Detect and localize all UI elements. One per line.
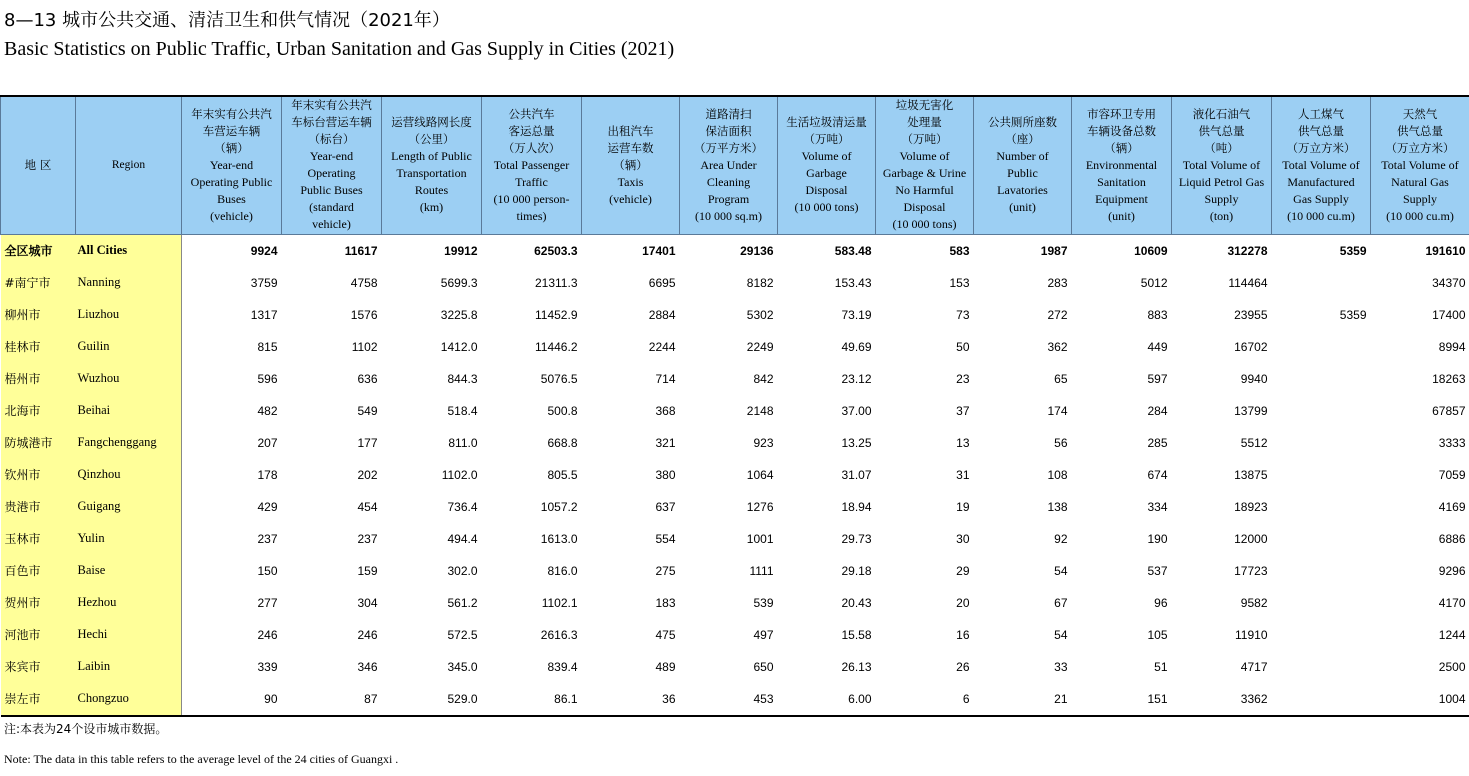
table-cell: 6.00	[848, 691, 872, 706]
table-cell: 674	[1147, 467, 1168, 482]
column-header	[1072, 96, 1172, 234]
table-cell: 2616.3	[540, 627, 578, 642]
table-cell: 33	[1054, 659, 1068, 674]
table-cell: 21311.3	[535, 275, 578, 290]
table-cell: 429	[257, 499, 278, 514]
table-cell: 883	[1147, 307, 1168, 322]
column-header	[778, 96, 876, 234]
region-name-english: Liuzhou	[76, 299, 182, 331]
table-cell: 190	[1147, 531, 1168, 546]
table-cell: 3225.8	[440, 307, 478, 322]
table-row	[1, 555, 1469, 587]
table-cell: 1276	[746, 499, 774, 514]
region-name-chinese: 崇左市	[1, 683, 76, 716]
region-name-chinese: 柳州市	[1, 299, 76, 331]
table-cell: 150	[257, 563, 278, 578]
table-title-chinese: 8—13 城市公共交通、清洁卫生和供气情况（2021年）	[4, 10, 450, 31]
table-cell: 1102.0	[441, 467, 478, 482]
table-row	[1, 523, 1469, 555]
table-cell: 18.94	[841, 499, 872, 514]
table-cell	[1272, 523, 1371, 555]
table-cell: 237	[257, 531, 278, 546]
table-cell: 17723	[1234, 563, 1268, 578]
table-row	[1, 587, 1469, 619]
table-cell: 3333	[1438, 435, 1466, 450]
table-cell: 1102	[351, 339, 378, 354]
table-row	[1, 491, 1469, 523]
table-cell: 5359	[1339, 243, 1367, 258]
region-name-chinese: 北海市	[1, 395, 76, 427]
table-cell: 26	[956, 659, 970, 674]
table-cell	[1272, 491, 1371, 523]
table-cell: 2884	[648, 307, 676, 322]
table-row	[1, 683, 1469, 716]
table-cell: 15.58	[841, 627, 872, 642]
table-cell: 16	[956, 627, 970, 642]
table-cell: 285	[1147, 435, 1168, 450]
table-cell: 923	[753, 435, 774, 450]
table-cell: 174	[1047, 403, 1068, 418]
region-name-english: Guilin	[76, 331, 182, 363]
table-cell: 207	[257, 435, 278, 450]
table-cell: 4169	[1438, 499, 1466, 514]
table-cell: 2249	[746, 339, 774, 354]
table-cell: 816.0	[547, 563, 578, 578]
column-header-english: Length of Public Transportation Routes (km)	[391, 149, 472, 215]
table-cell: 346	[357, 659, 378, 674]
table-cell: 1244	[1438, 627, 1466, 642]
column-header-chinese: 公共汽车 客运总量 （万人次）	[502, 106, 561, 155]
table-cell: 19912	[444, 243, 478, 258]
column-header	[1172, 96, 1272, 234]
table-cell: 54	[1054, 563, 1068, 578]
region-name-chinese: 钦州市	[1, 459, 76, 491]
table-cell	[1272, 267, 1371, 299]
table-cell: 380	[655, 467, 676, 482]
table-cell	[1272, 683, 1371, 716]
table-cell: 1576	[350, 307, 378, 322]
table-cell: 5012	[1140, 275, 1168, 290]
table-cell: 529.0	[447, 691, 478, 706]
column-header-chinese: 人工煤气 供气总量 （万立方米）	[1286, 106, 1356, 155]
table-cell: 636	[357, 371, 378, 386]
footnote-chinese: 注:本表为24个设市城市数据。	[4, 722, 168, 736]
region-name-english: Guigang	[76, 491, 182, 523]
column-header-chinese: 年末实有公共汽 车标台营运车辆 （标台）	[291, 98, 372, 147]
table-cell: 11452.9	[535, 307, 578, 322]
table-cell: 321	[655, 435, 676, 450]
table-row	[1, 299, 1469, 331]
table-cell: 2244	[648, 339, 676, 354]
column-header-english: Number of Public Lavatories (unit)	[996, 149, 1049, 215]
table-cell: 449	[1147, 339, 1168, 354]
region-header-chinese: 地 区	[1, 96, 76, 234]
table-cell: 714	[655, 371, 676, 386]
table-cell: 668.8	[547, 435, 578, 450]
table-cell	[1272, 587, 1371, 619]
table-cell: 3759	[250, 275, 278, 290]
table-cell: 3362	[1240, 691, 1268, 706]
table-cell: 26.13	[841, 659, 872, 674]
table-cell: 1317	[250, 307, 278, 322]
region-name-english: Nanning	[76, 267, 182, 299]
table-cell: 23	[956, 371, 970, 386]
table-cell: 453	[753, 691, 774, 706]
table-cell: 283	[1047, 275, 1068, 290]
table-cell: 23955	[1234, 307, 1268, 322]
table-cell: 6886	[1438, 531, 1466, 546]
table-cell: 1057.2	[540, 499, 578, 514]
table-cell: 114464	[1228, 275, 1268, 290]
table-cell: 345.0	[447, 659, 478, 674]
table-row	[1, 234, 1469, 267]
table-cell: 49.69	[841, 339, 872, 354]
table-cell: 183	[655, 595, 676, 610]
table-cell: 4758	[350, 275, 378, 290]
table-cell: 56	[1054, 435, 1068, 450]
table-cell: 37	[956, 403, 970, 418]
table-cell: 494.4	[447, 531, 478, 546]
table-cell: 304	[357, 595, 378, 610]
table-cell: 202	[357, 467, 378, 482]
region-name-english: Baise	[76, 555, 182, 587]
table-cell	[1272, 395, 1371, 427]
table-cell: 29136	[740, 243, 774, 258]
table-cell: 67857	[1432, 403, 1466, 418]
region-name-english: All Cities	[76, 234, 182, 267]
table-cell: 29	[956, 563, 970, 578]
table-cell: 246	[257, 627, 278, 642]
table-cell: 561.2	[447, 595, 478, 610]
column-header-english: Total Volume of Manufactured Gas Supply (10 000 cu.m)	[1282, 157, 1360, 223]
table-cell: 537	[1147, 563, 1168, 578]
table-cell: 368	[655, 403, 676, 418]
region-name-chinese: 防城港市	[1, 427, 76, 459]
table-cell: 9296	[1438, 563, 1466, 578]
region-name-chinese: 来宾市	[1, 651, 76, 683]
table-cell: 20.43	[841, 595, 872, 610]
table-header	[1, 96, 1469, 234]
column-header-english: Area Under Cleaning Program (10 000 sq.m)	[695, 157, 762, 223]
table-row	[1, 427, 1469, 459]
table-cell	[1272, 427, 1371, 459]
table-row	[1, 459, 1469, 491]
region-name-chinese: 贺州市	[1, 587, 76, 619]
table-cell: 9940	[1240, 371, 1268, 386]
table-cell: 842	[753, 371, 774, 386]
table-cell: 454	[357, 499, 378, 514]
region-name-english: Qinzhou	[76, 459, 182, 491]
table-cell: 13	[956, 435, 970, 450]
table-cell: 159	[357, 563, 378, 578]
column-header-chinese: 市容环卫专用 车辆设备总数 （辆）	[1087, 106, 1156, 155]
table-cell	[1272, 651, 1371, 683]
table-row	[1, 395, 1469, 427]
column-header-chinese: 天然气 供气总量 （万立方米）	[1385, 106, 1455, 155]
table-cell: 549	[357, 403, 378, 418]
region-name-chinese: 桂林市	[1, 331, 76, 363]
table-cell: 4717	[1240, 659, 1268, 674]
column-header-chinese: 运营线路网长度 （公里）	[391, 115, 472, 147]
table-cell: 482	[257, 403, 278, 418]
table-cell	[1272, 619, 1371, 651]
table-cell: 138	[1047, 499, 1068, 514]
column-header-chinese: 出租汽车 运营车数 （辆）	[607, 123, 654, 172]
region-name-english: Hechi	[76, 619, 182, 651]
table-cell: 11617	[344, 243, 378, 258]
table-cell: 108	[1047, 467, 1068, 482]
table-cell: 90	[264, 691, 278, 706]
table-cell: 6	[962, 691, 970, 706]
region-name-chinese: 梧州市	[1, 363, 76, 395]
table-cell: 275	[655, 563, 676, 578]
table-cell	[1272, 363, 1371, 395]
column-header	[382, 96, 482, 234]
table-cell: 191610	[1425, 243, 1466, 258]
table-cell: 8994	[1438, 339, 1466, 354]
table-cell: 36	[662, 691, 676, 706]
region-name-english: Laibin	[76, 651, 182, 683]
table-cell: 5512	[1240, 435, 1268, 450]
table-body	[1, 234, 1469, 716]
table-cell: 8182	[746, 275, 774, 290]
table-row	[1, 651, 1469, 683]
region-name-english: Fangchenggang	[76, 427, 182, 459]
table-cell: 12000	[1234, 531, 1268, 546]
column-header	[482, 96, 582, 234]
table-cell: 1987	[1040, 243, 1068, 258]
table-cell: 1613.0	[540, 531, 578, 546]
table-cell: 86.1	[554, 691, 578, 706]
table-title-english: Basic Statistics on Public Traffic, Urban Sanitation and Gas Supply in Cities (2021)	[4, 38, 675, 60]
table-cell: 312278	[1227, 243, 1268, 258]
table-cell: 73	[956, 307, 970, 322]
region-name-chinese: 玉林市	[1, 523, 76, 555]
column-header-chinese: 道路清扫 保洁面积 （万平方米）	[694, 106, 763, 155]
table-cell: 637	[655, 499, 676, 514]
region-name-english: Hezhou	[76, 587, 182, 619]
column-header-chinese: 年末实有公共汽 车营运车辆 （辆）	[191, 106, 272, 155]
table-cell: 31	[956, 467, 970, 482]
table-cell: 1412.0	[440, 339, 478, 354]
column-header	[582, 96, 680, 234]
table-cell: 272	[1047, 307, 1068, 322]
table-cell: 500.8	[547, 403, 578, 418]
table-cell: 362	[1047, 339, 1068, 354]
table-cell: 13799	[1234, 403, 1268, 418]
table-cell: 16702	[1234, 339, 1268, 354]
table-cell: 2500	[1438, 659, 1466, 674]
table-cell: 497	[753, 627, 774, 642]
table-cell: 151	[1147, 691, 1168, 706]
table-cell: 21	[1054, 691, 1068, 706]
table-cell: 178	[257, 467, 278, 482]
table-cell: 92	[1054, 531, 1068, 546]
table-cell: 37.00	[841, 403, 872, 418]
table-cell: 815	[257, 339, 278, 354]
table-cell: 10609	[1134, 243, 1168, 258]
table-cell	[1272, 459, 1371, 491]
table-row	[1, 363, 1469, 395]
table-cell: 50	[956, 339, 970, 354]
column-header-english: Volume of Garbage Disposal (10 000 tons)	[794, 149, 859, 215]
region-name-english: Wuzhou	[76, 363, 182, 395]
region-name-english: Beihai	[76, 395, 182, 427]
table-cell: 19	[956, 499, 970, 514]
table-cell: 153.43	[834, 275, 872, 290]
table-cell: 34370	[1432, 275, 1466, 290]
table-row	[1, 619, 1469, 651]
table-cell: 30	[956, 531, 970, 546]
column-header	[182, 96, 282, 234]
table-cell: 1004	[1438, 691, 1466, 706]
table-row	[1, 331, 1469, 363]
column-header	[282, 96, 382, 234]
table-cell: 246	[357, 627, 378, 642]
table-cell: 105	[1147, 627, 1168, 642]
column-header-english: Taxis (vehicle)	[609, 174, 652, 206]
statistics-table	[0, 95, 1469, 717]
table-cell: 7059	[1438, 467, 1466, 482]
table-cell: 844.3	[447, 371, 478, 386]
table-cell: 5359	[1339, 307, 1367, 322]
table-cell: 284	[1147, 403, 1168, 418]
table-cell: 20	[956, 595, 970, 610]
table-cell: 18923	[1234, 499, 1268, 514]
table-cell: 23.12	[841, 371, 872, 386]
column-header-english: Total Volume of Natural Gas Supply (10 000 cu.m)	[1381, 157, 1459, 223]
table-cell: 2148	[746, 403, 774, 418]
table-cell: 339	[257, 659, 278, 674]
table-cell: 736.4	[447, 499, 478, 514]
table-cell: 54	[1054, 627, 1068, 642]
column-header-chinese: 生活垃圾清运量 （万吨）	[786, 115, 867, 147]
region-name-chinese: 百色市	[1, 555, 76, 587]
table-cell: 302.0	[447, 563, 478, 578]
header-row	[1, 96, 1469, 234]
table-cell: 839.4	[547, 659, 578, 674]
region-name-english: Chongzuo	[76, 683, 182, 716]
table-cell: 5699.3	[440, 275, 478, 290]
column-header-english: Volume of Garbage & Urine No Harmful Disposal (10 000 tons)	[882, 149, 967, 232]
table-cell	[1272, 555, 1371, 587]
region-name-chinese: 贵港市	[1, 491, 76, 523]
table-cell: 539	[753, 595, 774, 610]
table-row	[1, 267, 1469, 299]
table-cell: 475	[655, 627, 676, 642]
table-cell: 597	[1147, 371, 1168, 386]
column-header	[974, 96, 1072, 234]
column-header	[680, 96, 778, 234]
table-cell: 518.4	[447, 403, 478, 418]
column-header-english: Year-end Operating Public Buses (standard vehicle)	[300, 149, 363, 232]
column-header	[1371, 96, 1469, 234]
table-cell: 73.19	[841, 307, 872, 322]
table-cell: 583	[949, 243, 970, 258]
table-cell: 9924	[250, 243, 278, 258]
column-header	[876, 96, 974, 234]
column-header-english: Total Passenger Traffic (10 000 person- times)	[493, 157, 570, 223]
region-header-english: Region	[76, 96, 182, 234]
column-header-english: Total Volume of Liquid Petrol Gas Supply (ton)	[1178, 157, 1265, 223]
table-cell: 237	[357, 531, 378, 546]
table-cell: 805.5	[547, 467, 578, 482]
table-cell: 1001	[746, 531, 774, 546]
table-cell: 11446.2	[535, 339, 578, 354]
table-cell: 583.48	[834, 243, 872, 258]
table-cell: 13875	[1234, 467, 1268, 482]
table-cell: 29.18	[841, 563, 872, 578]
table-cell: 572.5	[447, 627, 478, 642]
table-cell: 177	[357, 435, 378, 450]
table-cell: 51	[1154, 659, 1168, 674]
column-header-english: Year-end Operating Public Buses (vehicle)	[190, 157, 273, 223]
table-cell: 13.25	[841, 435, 872, 450]
column-header-english: Environmental Sanitation Equipment (unit)	[1085, 157, 1158, 223]
table-cell: 489	[655, 659, 676, 674]
column-header	[1272, 96, 1371, 234]
table-cell: 277	[257, 595, 278, 610]
table-cell: 31.07	[841, 467, 872, 482]
table-cell: 554	[655, 531, 676, 546]
table-cell: 17400	[1432, 307, 1466, 322]
column-header-chinese: 液化石油气 供气总量 （吨）	[1192, 106, 1251, 155]
table-cell: 1102.1	[541, 595, 578, 610]
region-name-english: Yulin	[76, 523, 182, 555]
table-cell: 334	[1147, 499, 1168, 514]
column-header-chinese: 垃圾无害化 处理量 （万吨）	[895, 98, 954, 147]
table-cell: 596	[257, 371, 278, 386]
table-cell: 18263	[1432, 371, 1466, 386]
table-cell: 153	[949, 275, 970, 290]
table-cell: 1111	[749, 563, 774, 578]
table-cell: 4170	[1438, 595, 1466, 610]
table-cell: 87	[364, 691, 378, 706]
table-cell: 650	[753, 659, 774, 674]
table-cell: 67	[1054, 595, 1068, 610]
column-header-chinese: 公共厕所座数 （座）	[988, 115, 1057, 147]
table-cell	[1272, 331, 1371, 363]
table-cell: 1064	[746, 467, 774, 482]
table-cell: 96	[1154, 595, 1168, 610]
region-name-chinese: #南宁市	[1, 267, 76, 299]
table-cell: 29.73	[841, 531, 872, 546]
footnote-english: Note: The data in this table refers to the average level of the 24 cities of Guangxi .	[4, 752, 399, 766]
table-cell: 811.0	[448, 435, 478, 450]
region-name-chinese: 河池市	[1, 619, 76, 651]
region-name-chinese: 全区城市	[1, 234, 76, 267]
table-cell: 62503.3	[534, 243, 578, 258]
table-cell: 17401	[642, 243, 676, 258]
table-cell: 5302	[746, 307, 774, 322]
table-cell: 6695	[648, 275, 676, 290]
table-cell: 11910	[1235, 627, 1268, 642]
table-cell: 65	[1054, 371, 1068, 386]
table-cell: 9582	[1240, 595, 1268, 610]
table-cell: 5076.5	[540, 371, 578, 386]
